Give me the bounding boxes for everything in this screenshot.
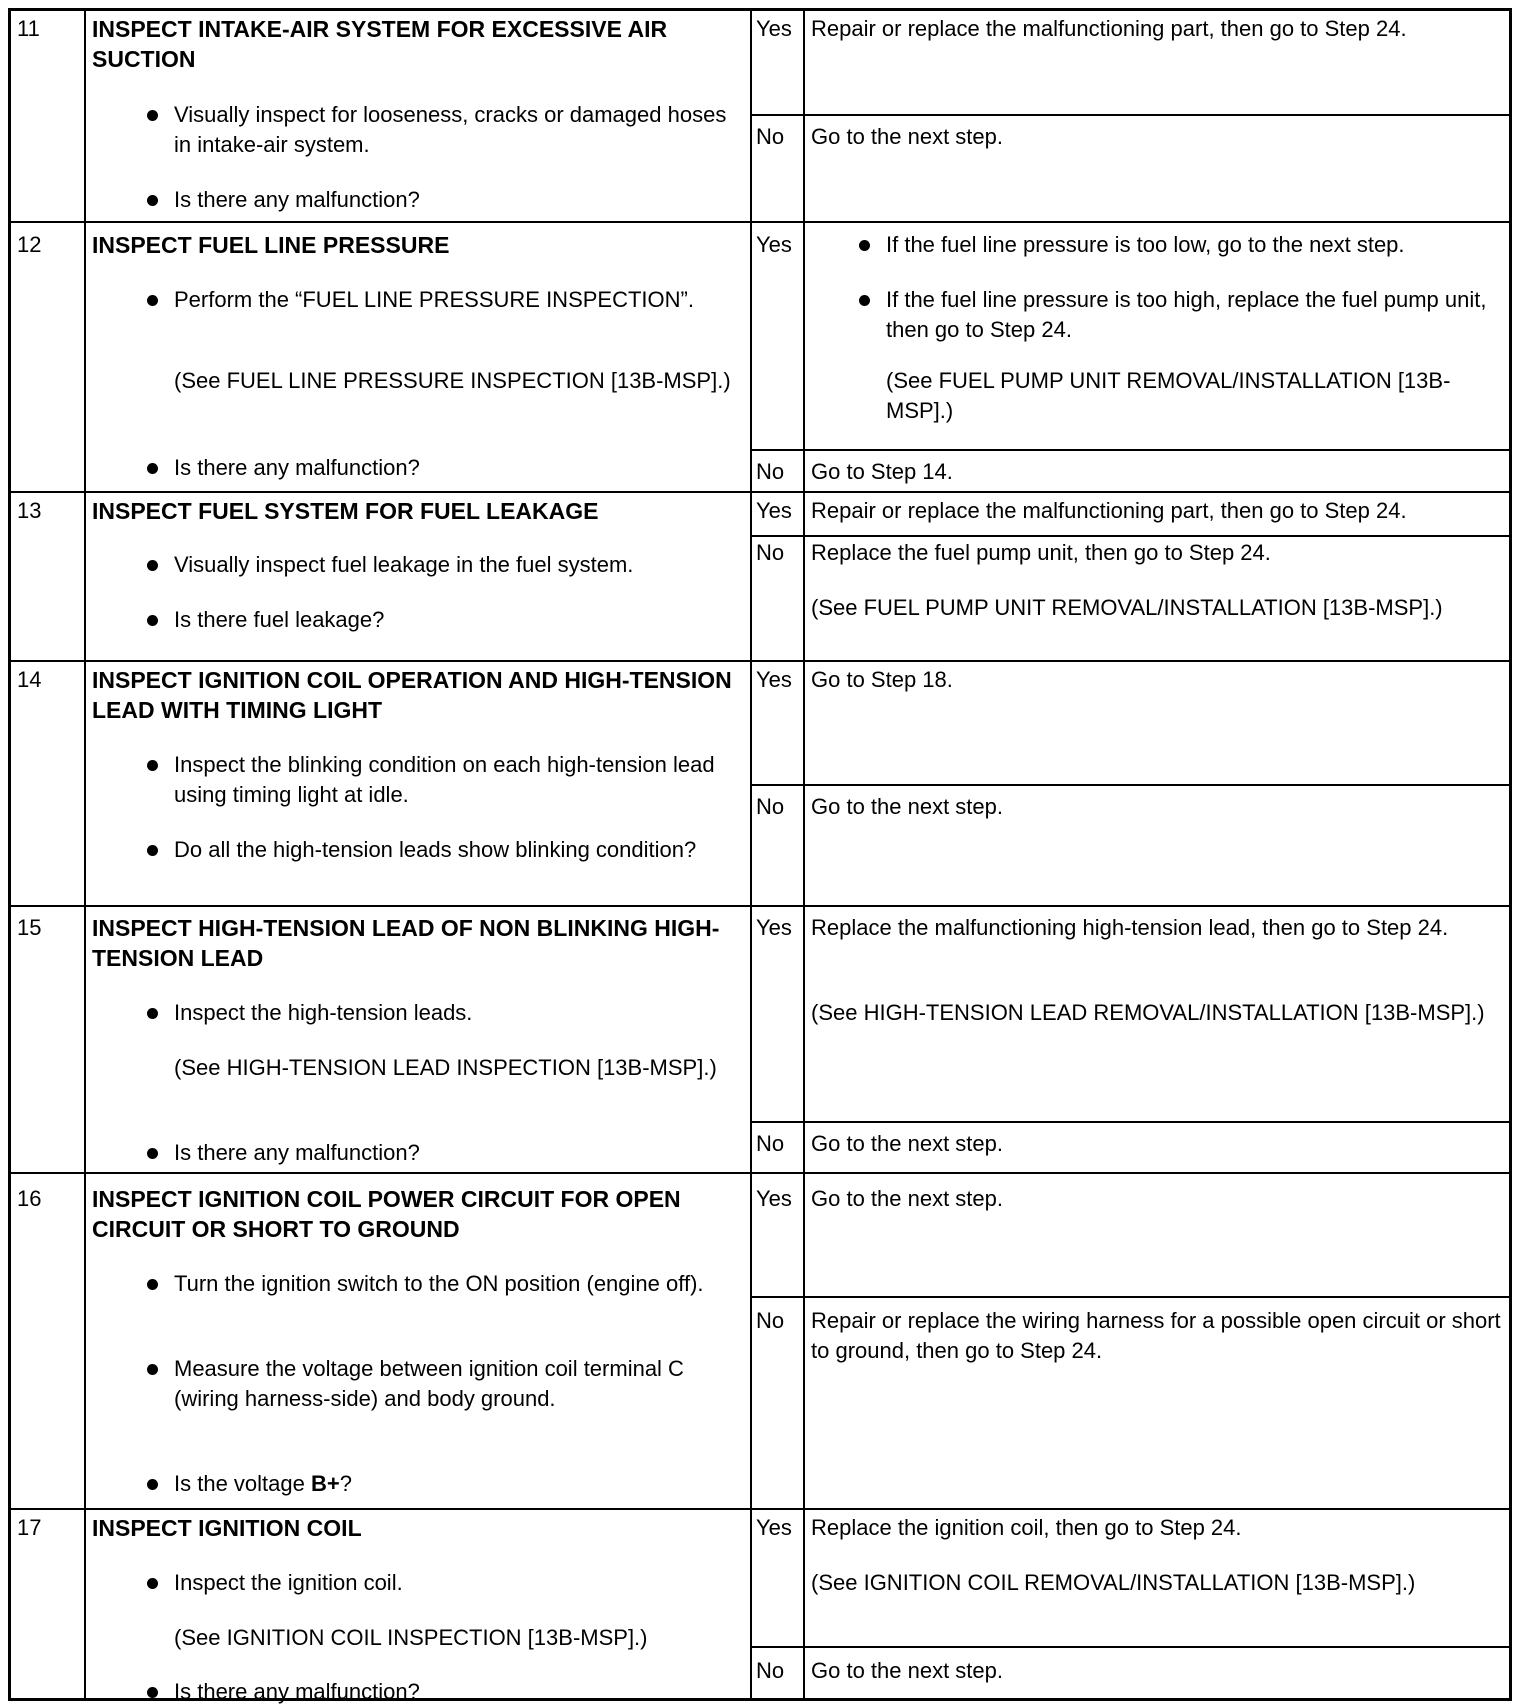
no-label: No: [756, 1658, 785, 1683]
step-row-12: [11, 223, 1509, 493]
step-instruction: Turn the ignition switch to the ON position (engine off).: [174, 1269, 734, 1299]
voltage-value: B+: [310, 1471, 340, 1496]
no-label: No: [756, 540, 785, 565]
no-label: No: [756, 459, 785, 484]
yes-label: Yes: [756, 498, 792, 523]
step-question: Is there any malfunction?: [174, 1138, 734, 1168]
step-number: 11: [17, 16, 40, 41]
reference-note: (See FUEL LINE PRESSURE INSPECTION [13B-MSP].): [174, 368, 731, 393]
step-title: INSPECT INTAKE-AIR SYSTEM FOR EXCESSIVE AIR SUCTION: [92, 16, 668, 72]
step-row-17: [11, 1510, 1509, 1704]
step-title: INSPECT FUEL LINE PRESSURE: [92, 232, 450, 258]
no-action: Go to Step 14.: [811, 459, 953, 484]
step-question: Is there any malfunction?: [174, 185, 734, 215]
yes-label: Yes: [756, 1186, 792, 1211]
step-question: Is there any malfunction?: [174, 453, 734, 483]
no-reference-note: (See FUEL PUMP UNIT REMOVAL/INSTALLATION [13B-MSP].): [811, 595, 1443, 620]
yes-action-low: If the fuel line pressure is too low, go to the next step.: [886, 230, 1511, 260]
question-text: Is the voltage: [174, 1471, 311, 1496]
step-question: Is there any malfunction?: [174, 1677, 734, 1707]
step-instruction: Inspect the ignition coil.: [174, 1568, 734, 1598]
yes-label: Yes: [756, 915, 792, 940]
yes-label: Yes: [756, 232, 792, 257]
step-instruction: Visually inspect for looseness, cracks or damaged hoses in intake-air system.: [174, 100, 734, 160]
step-question: [174, 1469, 734, 1499]
yes-label: Yes: [756, 16, 792, 41]
yes-label: Yes: [756, 667, 792, 692]
step-instruction: Inspect the high-tension leads.: [174, 998, 734, 1028]
yes-action: Replace the ignition coil, then go to Step 24.: [811, 1515, 1242, 1540]
step-question: Is there fuel leakage?: [174, 605, 734, 635]
step-instruction: Measure the voltage between ignition coil terminal C (wiring harness-side) and body ground.: [174, 1354, 734, 1414]
step-number: 13: [17, 498, 42, 523]
no-label: No: [756, 1308, 785, 1333]
yes-action: Replace the malfunctioning high-tension lead, then go to Step 24.: [811, 915, 1449, 940]
troubleshooting-table: [8, 8, 1512, 1704]
no-action: Repair or replace the wiring harness for a possible open circuit or short to ground, then go to Step 24.: [811, 1308, 1501, 1363]
yes-reference-note: (See IGNITION COIL REMOVAL/INSTALLATION [13B-MSP].): [811, 1570, 1416, 1595]
step-instruction: Visually inspect fuel leakage in the fuel system.: [174, 550, 734, 580]
yes-reference-note: (See FUEL PUMP UNIT REMOVAL/INSTALLATION [13B-MSP].): [886, 368, 1451, 423]
question-mark: ?: [339, 1471, 352, 1496]
yes-action: Go to Step 18.: [811, 667, 953, 692]
step-question: Do all the high-tension leads show blinking condition?: [174, 835, 734, 865]
yes-action: Go to the next step.: [811, 1186, 1004, 1211]
yes-reference-note: (See HIGH-TENSION LEAD REMOVAL/INSTALLATION [13B-MSP].): [811, 1000, 1485, 1025]
no-action: Go to the next step.: [811, 1658, 1004, 1683]
step-title: INSPECT HIGH-TENSION LEAD OF NON BLINKING HIGH-TENSION LEAD: [92, 915, 720, 971]
step-instruction: Inspect the blinking condition on each high-tension lead using timing light at idle.: [174, 750, 734, 810]
no-action: Replace the fuel pump unit, then go to Step 24.: [811, 540, 1271, 565]
yes-action: Repair or replace the malfunctioning part, then go to Step 24.: [811, 16, 1407, 41]
step-title: INSPECT FUEL SYSTEM FOR FUEL LEAKAGE: [92, 498, 599, 524]
step-instruction: Perform the “FUEL LINE PRESSURE INSPECTION”.: [174, 285, 734, 315]
step-row-15: [11, 907, 1509, 1174]
step-number: 12: [17, 232, 42, 257]
step-title: INSPECT IGNITION COIL OPERATION AND HIGH-TENSION LEAD WITH TIMING LIGHT: [92, 667, 732, 723]
no-label: No: [756, 1131, 785, 1156]
no-action: Go to the next step.: [811, 794, 1004, 819]
reference-note: (See IGNITION COIL INSPECTION [13B-MSP].): [174, 1625, 648, 1650]
yes-label: Yes: [756, 1515, 792, 1540]
step-row-13: [11, 493, 1509, 662]
no-label: No: [756, 124, 785, 149]
no-action: Go to the next step.: [811, 124, 1004, 149]
step-title: INSPECT IGNITION COIL: [92, 1515, 362, 1541]
yes-action: Repair or replace the malfunctioning part, then go to Step 24.: [811, 498, 1407, 523]
no-label: No: [756, 794, 785, 819]
step-row-11: [11, 11, 1509, 223]
step-title: INSPECT IGNITION COIL POWER CIRCUIT FOR OPEN CIRCUIT OR SHORT TO GROUND: [92, 1186, 681, 1242]
no-action: Go to the next step.: [811, 1131, 1004, 1156]
step-row-16: [11, 1174, 1509, 1510]
step-number: 16: [17, 1186, 42, 1211]
step-number: 15: [17, 915, 42, 940]
yes-action-high: If the fuel line pressure is too high, replace the fuel pump unit, then go to Step 24.: [886, 285, 1511, 345]
reference-note: (See HIGH-TENSION LEAD INSPECTION [13B-MSP].): [174, 1055, 717, 1080]
step-number: 14: [17, 667, 42, 692]
step-row-14: [11, 662, 1509, 907]
step-number: 17: [17, 1515, 42, 1540]
